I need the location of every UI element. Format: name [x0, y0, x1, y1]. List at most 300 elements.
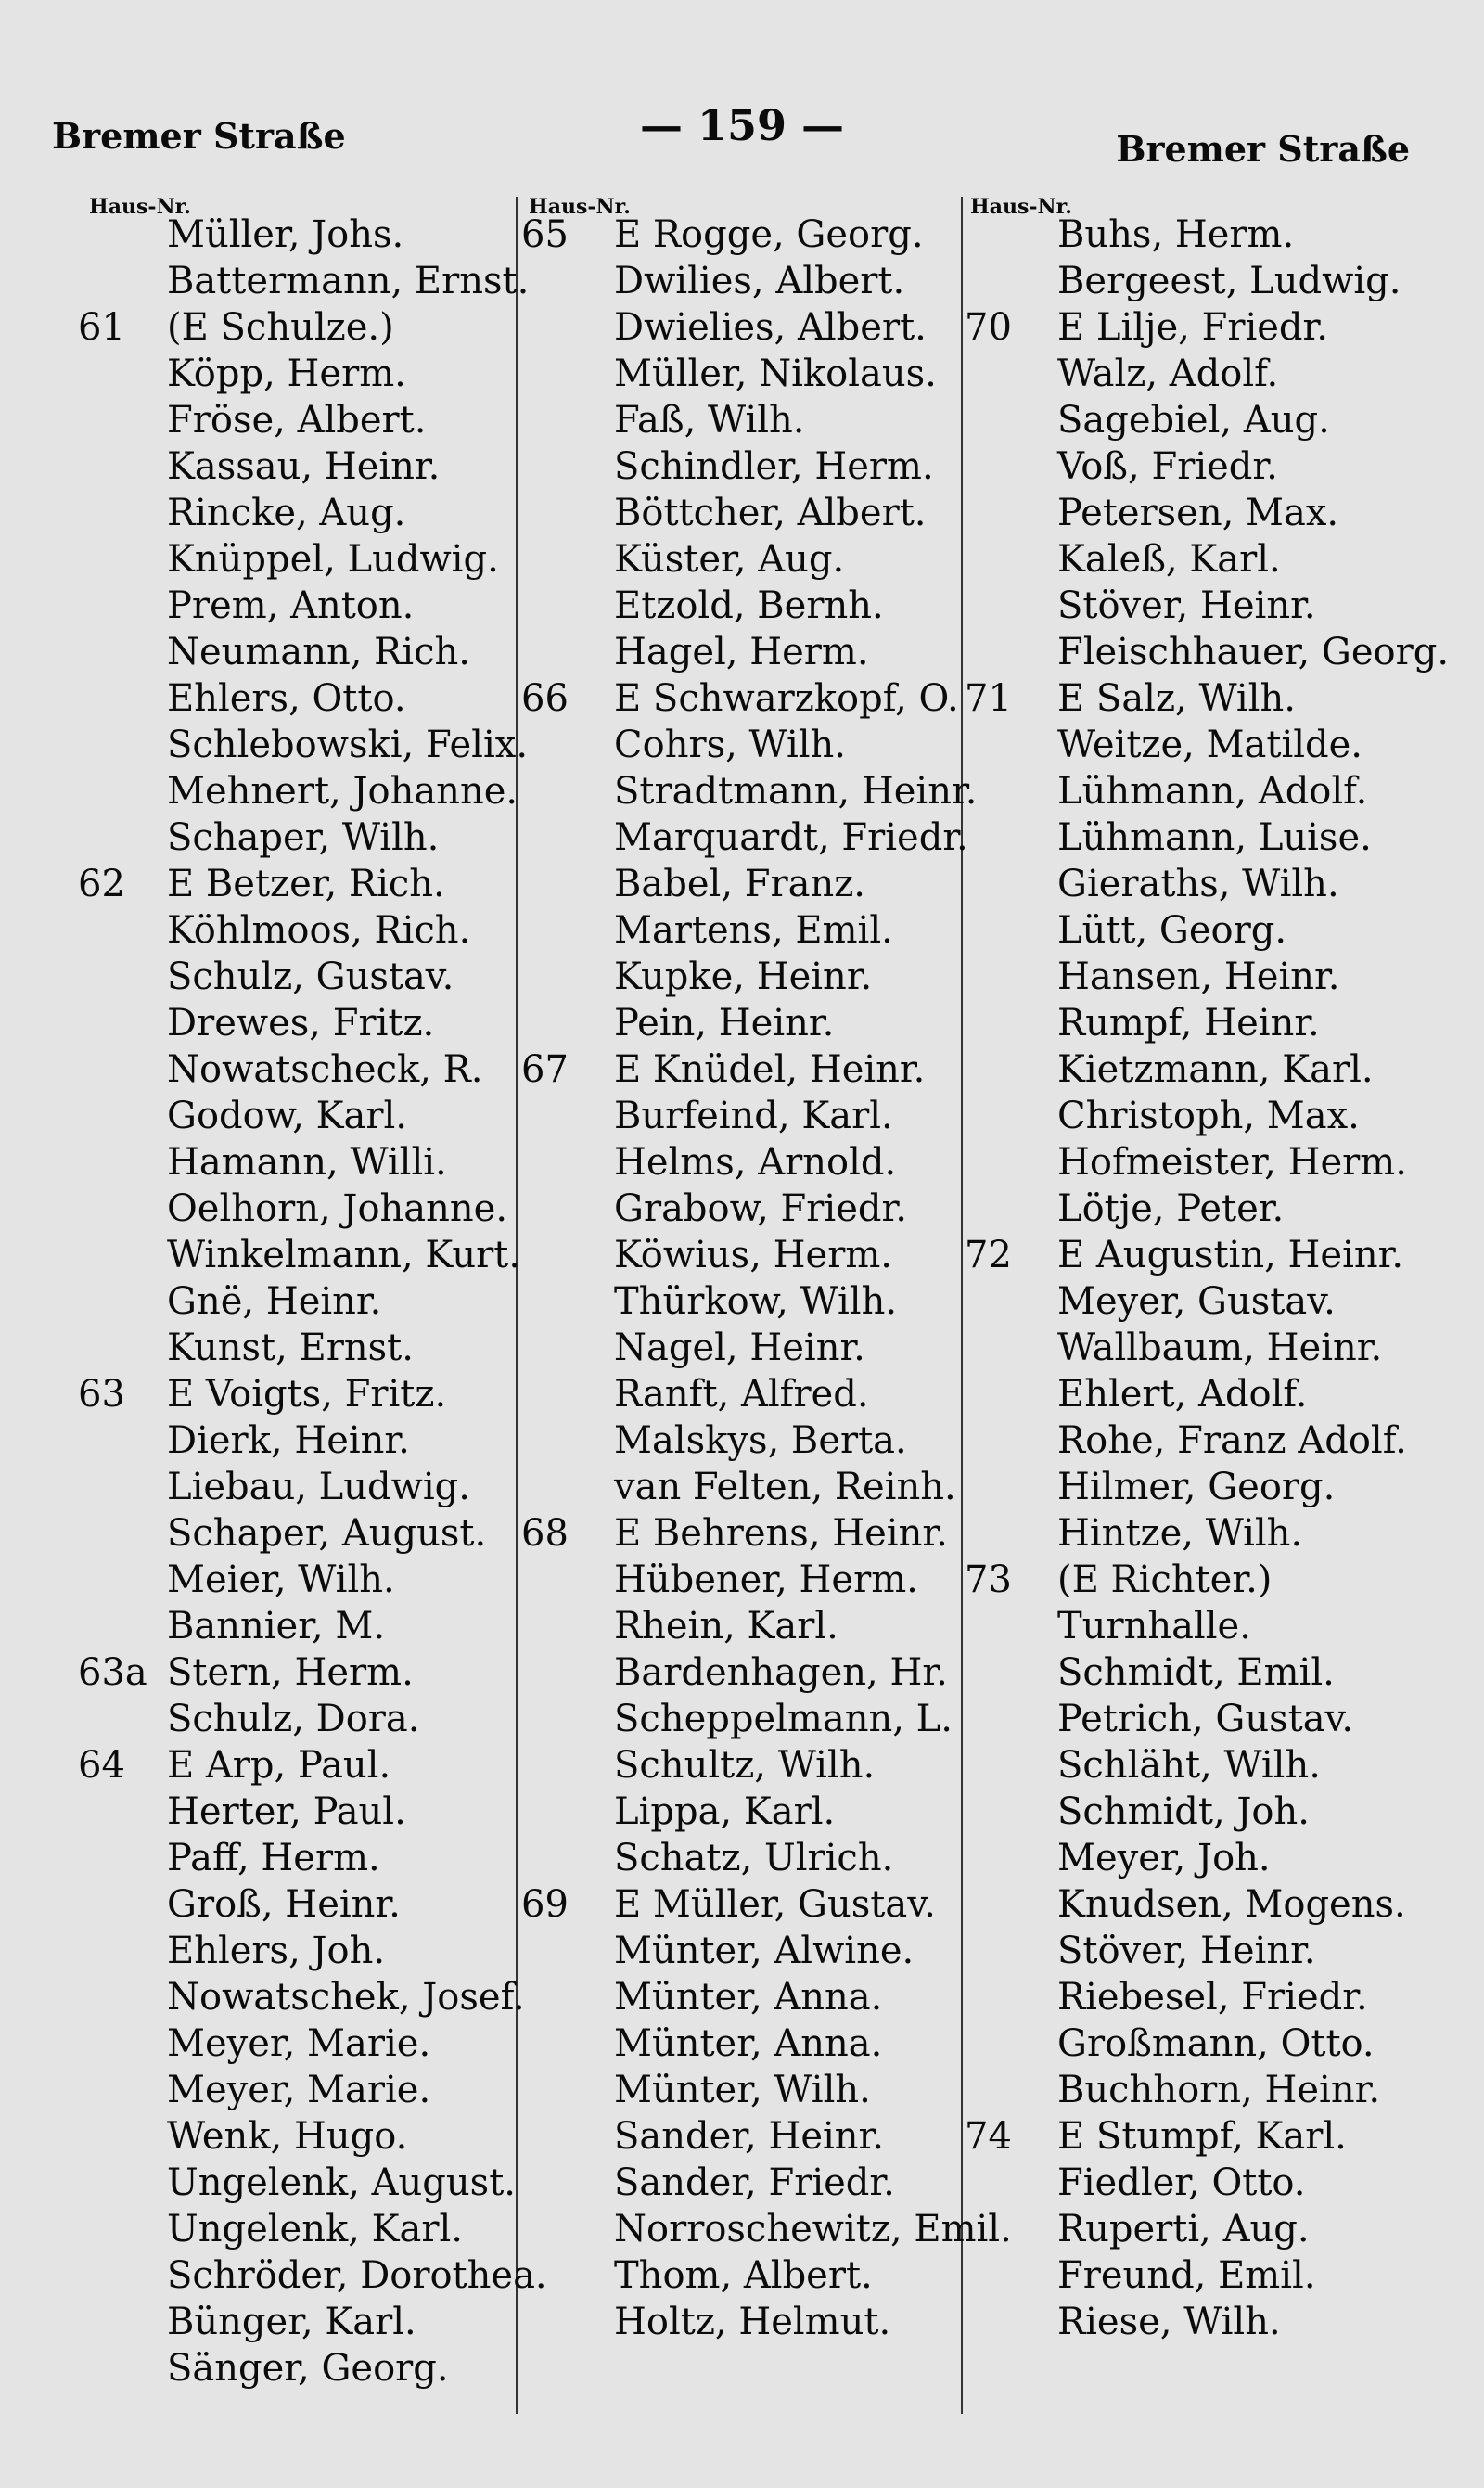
- resident-name: Turnhalle.: [1057, 1605, 1251, 1648]
- directory-entry: [965, 1649, 1447, 1696]
- directory-entry: [521, 1371, 959, 1417]
- directory-entry: [78, 2206, 514, 2252]
- resident-name: E Voigts, Fritz.: [167, 1373, 447, 1416]
- resident-name: E Arp, Paul.: [167, 1744, 391, 1787]
- house-number: 74: [965, 2115, 1012, 2158]
- directory-entry: [521, 2020, 959, 2067]
- directory-entry: [521, 2067, 959, 2113]
- directory-entry: [521, 722, 959, 768]
- resident-name: Dwielies, Albert.: [614, 306, 927, 349]
- resident-name: Schmidt, Emil.: [1057, 1651, 1335, 1694]
- directory-entry: [521, 768, 978, 814]
- resident-name: E Stumpf, Karl.: [1057, 2115, 1347, 2158]
- directory-entry: [521, 2113, 959, 2160]
- resident-name: Thom, Albert.: [614, 2254, 873, 2297]
- directory-entry: [78, 1603, 514, 1649]
- directory-entry: [78, 1139, 514, 1186]
- street-heading-right: Bremer Straße: [1116, 128, 1410, 170]
- resident-name: Faß, Wilh.: [614, 399, 805, 442]
- resident-name: Stöver, Heinr.: [1057, 584, 1316, 627]
- resident-name: Thürkow, Wilh.: [614, 1280, 898, 1323]
- resident-name: (E Schulze.): [167, 306, 394, 349]
- resident-name: Gieraths, Wilh.: [1057, 863, 1339, 905]
- directory-entry: [521, 2252, 959, 2299]
- directory-entry: [965, 1557, 1447, 1603]
- column-label-3: Haus-Nr.: [970, 195, 1072, 219]
- directory-entry: [78, 768, 518, 814]
- directory-entry: [965, 814, 1447, 861]
- directory-entry: [965, 629, 1450, 675]
- resident-name: Battermann, Ernst.: [167, 260, 530, 302]
- resident-name: Meyer, Marie.: [167, 2069, 431, 2111]
- directory-entry: [521, 258, 959, 304]
- resident-name: Godow, Karl.: [167, 1095, 408, 1137]
- resident-name: Münter, Alwine.: [614, 1930, 915, 1972]
- house-number: 64: [78, 1744, 125, 1787]
- directory-entry: [965, 2067, 1447, 2113]
- resident-name: Rumpf, Heinr.: [1057, 1002, 1320, 1045]
- directory-entry: [78, 1696, 514, 1742]
- directory-entry: [78, 583, 514, 629]
- directory-entry: [78, 1742, 514, 1789]
- resident-name: Nagel, Heinr.: [614, 1327, 865, 1369]
- resident-name: Meyer, Gustav.: [1057, 1280, 1336, 1323]
- resident-name: E Müller, Gustav.: [614, 1883, 936, 1926]
- directory-entry: [521, 629, 959, 675]
- directory-entry: [521, 814, 968, 861]
- resident-name: Rhein, Karl.: [614, 1605, 838, 1648]
- directory-entry: [965, 2206, 1447, 2252]
- resident-name: Ehlert, Adolf.: [1057, 1373, 1308, 1416]
- directory-entry: [78, 1325, 514, 1371]
- resident-name: Burfeind, Karl.: [614, 1095, 893, 1137]
- house-number: 73: [965, 1558, 1012, 1601]
- resident-name: Drewes, Fritz.: [167, 1002, 435, 1045]
- resident-name: Herter, Paul.: [167, 1790, 406, 1833]
- resident-name: Hagel, Herm.: [614, 631, 869, 673]
- resident-name: Ruperti, Aug.: [1057, 2208, 1310, 2251]
- house-number: 66: [521, 677, 569, 720]
- resident-name: Malskys, Berta.: [614, 1419, 907, 1462]
- resident-name: Liebau, Ludwig.: [167, 1466, 470, 1508]
- resident-name: Nowatschek, Josef.: [167, 1976, 525, 2019]
- resident-name: Kietzmann, Karl.: [1057, 1048, 1374, 1091]
- resident-name: Schröder, Dorothea.: [167, 2254, 547, 2297]
- resident-name: Norroschewitz, Emil.: [614, 2208, 1012, 2251]
- resident-name: Groß, Heinr.: [167, 1883, 401, 1926]
- directory-entry: [521, 1789, 959, 1835]
- directory-entry: [78, 2020, 514, 2067]
- resident-name: Wallbaum, Heinr.: [1057, 1327, 1383, 1369]
- house-number: 69: [521, 1883, 569, 1926]
- directory-entry: [965, 1974, 1447, 2020]
- directory-entry: [78, 1557, 514, 1603]
- directory-entry: [78, 2160, 514, 2206]
- page-header: [0, 93, 1484, 170]
- directory-entry: [965, 954, 1447, 1000]
- street-heading-left: Bremer Straße: [52, 115, 346, 157]
- resident-name: Bannier, M.: [167, 1605, 386, 1648]
- resident-name: Köpp, Herm.: [167, 353, 406, 395]
- resident-name: Babel, Franz.: [614, 863, 866, 905]
- resident-name: Knüppel, Ludwig.: [167, 538, 499, 581]
- directory-entry: [965, 2299, 1447, 2345]
- directory-entry: [965, 675, 1447, 722]
- resident-name: E Augustin, Heinr.: [1057, 1234, 1404, 1276]
- directory-entry: [78, 490, 514, 536]
- directory-entry: [521, 1742, 959, 1789]
- directory-entry: [965, 2020, 1447, 2067]
- directory-entry: [521, 1186, 959, 1232]
- resident-name: Petersen, Max.: [1057, 492, 1339, 534]
- column-3: [965, 212, 1450, 2345]
- resident-name: Hübener, Herm.: [614, 1558, 918, 1601]
- directory-entry: [78, 304, 514, 351]
- resident-name: Walz, Adolf.: [1057, 353, 1279, 395]
- directory-entry: [78, 2345, 514, 2392]
- resident-name: Helms, Arnold.: [614, 1141, 897, 1184]
- resident-name: Schläht, Wilh.: [1057, 1744, 1321, 1787]
- directory-entry: [78, 1278, 514, 1325]
- directory-entry: [78, 1371, 514, 1417]
- house-number: 61: [78, 306, 125, 349]
- directory-entry: [965, 397, 1447, 443]
- directory-entry: [78, 1510, 514, 1557]
- resident-name: Lühmann, Adolf.: [1057, 770, 1368, 813]
- resident-name: Sander, Friedr.: [614, 2161, 895, 2204]
- resident-name: E Salz, Wilh.: [1057, 677, 1296, 720]
- resident-name: Sänger, Georg.: [167, 2347, 449, 2390]
- resident-name: Hintze, Wilh.: [1057, 1512, 1303, 1555]
- directory-entry: [521, 536, 959, 583]
- directory-entry: [965, 1835, 1447, 1881]
- resident-name: Oelhorn, Johanne.: [167, 1187, 508, 1230]
- resident-name: Hilmer, Georg.: [1057, 1466, 1336, 1508]
- resident-name: Bardenhagen, Hr.: [614, 1651, 948, 1694]
- resident-name: Schaper, Wilh.: [167, 816, 440, 859]
- directory-entry: [521, 675, 959, 722]
- directory-entry: [521, 1881, 959, 1928]
- directory-entry: [521, 1557, 959, 1603]
- resident-name: Meyer, Joh.: [1057, 1837, 1271, 1879]
- directory-entry: [78, 1464, 514, 1510]
- resident-name: Stradtmann, Heinr.: [614, 770, 978, 813]
- directory-entry: [965, 907, 1447, 954]
- resident-name: Mehnert, Johanne.: [167, 770, 518, 813]
- directory-entry: [78, 1835, 514, 1881]
- directory-entry: [521, 907, 959, 954]
- resident-name: Winkelmann, Kurt.: [167, 1234, 521, 1276]
- resident-name: Stöver, Heinr.: [1057, 1930, 1316, 1972]
- resident-name: Hamann, Willi.: [167, 1141, 447, 1184]
- resident-name: Schatz, Ulrich.: [614, 1837, 894, 1879]
- resident-name: Petrich, Gustav.: [1057, 1698, 1354, 1740]
- resident-name: Schultz, Wilh.: [614, 1744, 876, 1787]
- directory-entry: [78, 258, 530, 304]
- directory-entry: [521, 1093, 959, 1139]
- directory-entry: [965, 861, 1447, 907]
- resident-name: Kassau, Heinr.: [167, 445, 441, 488]
- directory-entry: [521, 351, 959, 397]
- resident-name: E Betzer, Rich.: [167, 863, 445, 905]
- resident-name: Weitze, Matilde.: [1057, 724, 1363, 766]
- directory-entry: [965, 351, 1447, 397]
- directory-entry: [78, 2113, 514, 2160]
- resident-name: Bergeest, Ludwig.: [1057, 260, 1401, 302]
- resident-name: Schmidt, Joh.: [1057, 1790, 1310, 1833]
- resident-name: Buhs, Herm.: [1057, 213, 1295, 256]
- directory-entry: [78, 722, 529, 768]
- directory-entry: [521, 954, 959, 1000]
- directory-entry: [521, 212, 959, 258]
- resident-name: Fleischhauer, Georg.: [1057, 631, 1450, 673]
- directory-entry: [78, 861, 514, 907]
- directory-entry: [78, 212, 514, 258]
- directory-entry: [965, 1371, 1447, 1417]
- directory-entry: [78, 954, 514, 1000]
- resident-name: Rincke, Aug.: [167, 492, 406, 534]
- resident-name: Buchhorn, Heinr.: [1057, 2069, 1381, 2111]
- directory-entry: [965, 1093, 1447, 1139]
- resident-name: Schulz, Gustav.: [167, 955, 454, 998]
- directory-entry: [965, 2113, 1447, 2160]
- resident-name: van Felten, Reinh.: [614, 1466, 956, 1508]
- resident-name: Christoph, Max.: [1057, 1095, 1360, 1137]
- directory-entry: [965, 212, 1447, 258]
- resident-name: Holtz, Helmut.: [614, 2301, 891, 2343]
- directory-entry: [965, 490, 1447, 536]
- house-number: 67: [521, 1048, 569, 1091]
- directory-entry: [965, 1325, 1447, 1371]
- resident-name: Sagebiel, Aug.: [1057, 399, 1330, 442]
- house-number: 68: [521, 1512, 569, 1555]
- column-divider-1: [516, 197, 518, 2414]
- resident-name: Köhlmoos, Rich.: [167, 909, 471, 952]
- house-number: 71: [965, 677, 1012, 720]
- house-number: 63: [78, 1373, 125, 1416]
- resident-name: Lütt, Georg.: [1057, 909, 1287, 952]
- directory-entry: [521, 490, 959, 536]
- resident-name: Ehlers, Joh.: [167, 1930, 386, 1972]
- resident-name: Lühmann, Luise.: [1057, 816, 1372, 859]
- directory-entry: [78, 1232, 521, 1278]
- resident-name: Meier, Wilh.: [167, 1558, 395, 1601]
- directory-entry: [965, 2252, 1447, 2299]
- directory-entry: [965, 1510, 1447, 1557]
- directory-entry: [521, 1603, 959, 1649]
- directory-entry: [965, 1417, 1447, 1464]
- resident-name: Münter, Wilh.: [614, 2069, 871, 2111]
- resident-name: Kaleß, Karl.: [1057, 538, 1281, 581]
- resident-name: Gnë, Heinr.: [167, 1280, 382, 1323]
- directory-entry: [521, 1417, 959, 1464]
- house-number: 62: [78, 863, 125, 905]
- resident-name: Münter, Anna.: [614, 1976, 883, 2019]
- directory-entry: [521, 2299, 959, 2345]
- directory-entry: [78, 1000, 514, 1046]
- directory-entry: [521, 1928, 959, 1974]
- directory-entry: [965, 1603, 1447, 1649]
- directory-entry: [78, 1186, 514, 1232]
- directory-entry: [521, 304, 959, 351]
- resident-name: E Lilje, Friedr.: [1057, 306, 1328, 349]
- directory-entry: [78, 2067, 514, 2113]
- directory-entry: [78, 1789, 514, 1835]
- directory-entry: [965, 2160, 1447, 2206]
- directory-entry: [965, 1000, 1447, 1046]
- column-label-1: Haus-Nr.: [89, 195, 191, 219]
- resident-name: Etzold, Bernh.: [614, 584, 884, 627]
- resident-name: Ungelenk, Karl.: [167, 2208, 464, 2251]
- directory-entry: [965, 1464, 1447, 1510]
- directory-entry: [521, 1649, 959, 1696]
- directory-entry: [521, 1696, 959, 1742]
- resident-name: Sander, Heinr.: [614, 2115, 884, 2158]
- directory-entry: [965, 583, 1447, 629]
- directory-entry: [78, 907, 514, 954]
- directory-entry: [965, 1742, 1447, 1789]
- resident-name: Böttcher, Albert.: [614, 492, 927, 534]
- directory-entry: [521, 583, 959, 629]
- resident-name: Wenk, Hugo.: [167, 2115, 408, 2158]
- resident-name: Kupke, Heinr.: [614, 955, 873, 998]
- resident-name: Knudsen, Mogens.: [1057, 1883, 1406, 1926]
- resident-name: Paff, Herm.: [167, 1837, 380, 1879]
- house-number: 65: [521, 213, 569, 256]
- directory-entry: [521, 1464, 959, 1510]
- directory-entry: [521, 1046, 959, 1093]
- resident-name: Stern, Herm.: [167, 1651, 414, 1694]
- directory-entry: [521, 1835, 959, 1881]
- house-number: 70: [965, 306, 1012, 349]
- directory-entry: [78, 351, 514, 397]
- directory-entry: [965, 1278, 1447, 1325]
- resident-name: (E Richter.): [1057, 1558, 1273, 1601]
- resident-name: Hofmeister, Herm.: [1057, 1141, 1407, 1184]
- directory-entry: [78, 814, 514, 861]
- directory-entry: [965, 443, 1447, 490]
- directory-entry: [965, 1139, 1447, 1186]
- resident-name: Küster, Aug.: [614, 538, 845, 581]
- directory-entry: [78, 397, 514, 443]
- resident-name: Schaper, August.: [167, 1512, 487, 1555]
- resident-name: Dwilies, Albert.: [614, 260, 905, 302]
- resident-name: Großmann, Otto.: [1057, 2022, 1375, 2065]
- resident-name: Meyer, Marie.: [167, 2022, 431, 2065]
- resident-name: Cohrs, Wilh.: [614, 724, 846, 766]
- directory-entry: [521, 1139, 959, 1186]
- column-divider-2: [961, 197, 963, 2414]
- directory-entry: [521, 2206, 1012, 2252]
- resident-name: Müller, Johs.: [167, 213, 404, 256]
- directory-entry: [521, 397, 959, 443]
- directory-entry: [965, 536, 1447, 583]
- directory-entry: [965, 722, 1447, 768]
- directory-entry: [521, 1325, 959, 1371]
- resident-name: Prem, Anton.: [167, 584, 415, 627]
- directory-entry: [521, 2160, 959, 2206]
- directory-entry: [78, 1928, 514, 1974]
- resident-name: Grabow, Friedr.: [614, 1187, 907, 1230]
- resident-name: Ungelenk, August.: [167, 2161, 516, 2204]
- directory-entry: [965, 304, 1447, 351]
- directory-entry: [521, 443, 959, 490]
- resident-name: Fiedler, Otto.: [1057, 2161, 1306, 2204]
- resident-name: E Knüdel, Heinr.: [614, 1048, 926, 1091]
- resident-name: Scheppelmann, L.: [614, 1698, 953, 1740]
- directory-entry: [965, 1881, 1447, 1928]
- resident-name: Fröse, Albert.: [167, 399, 427, 442]
- directory-entry: [521, 1278, 959, 1325]
- directory-entry: [78, 1093, 514, 1139]
- house-number: 72: [965, 1234, 1012, 1276]
- resident-name: Rohe, Franz Adolf.: [1057, 1419, 1407, 1462]
- directory-entry: [521, 1974, 959, 2020]
- directory-entry: [965, 1046, 1447, 1093]
- directory-entry: [78, 2299, 514, 2345]
- directory-entry: [965, 768, 1447, 814]
- directory-entry: [965, 1232, 1447, 1278]
- directory-entry: [78, 675, 514, 722]
- resident-name: Münter, Anna.: [614, 2022, 883, 2065]
- house-number: 63a: [78, 1651, 147, 1694]
- resident-name: Lippa, Karl.: [614, 1790, 836, 1833]
- directory-entry: [521, 1232, 959, 1278]
- resident-name: Schulz, Dora.: [167, 1698, 420, 1740]
- resident-name: Freund, Emil.: [1057, 2254, 1316, 2297]
- directory-entry: [78, 629, 514, 675]
- directory-entry: [521, 861, 959, 907]
- resident-name: Kunst, Ernst.: [167, 1327, 414, 1369]
- directory-entry: [965, 1789, 1447, 1835]
- resident-name: Neumann, Rich.: [167, 631, 470, 673]
- resident-name: Martens, Emil.: [614, 909, 893, 952]
- directory-entry: [521, 1510, 959, 1557]
- resident-name: Schindler, Herm.: [614, 445, 934, 488]
- resident-name: Lötje, Peter.: [1057, 1187, 1285, 1230]
- resident-name: E Rogge, Georg.: [614, 213, 924, 256]
- directory-entry: [965, 1186, 1447, 1232]
- resident-name: Ehlers, Otto.: [167, 677, 406, 720]
- resident-name: Voß, Friedr.: [1057, 445, 1278, 488]
- directory-entry: [78, 1881, 514, 1928]
- resident-name: Riebesel, Friedr.: [1057, 1976, 1368, 2019]
- resident-name: Schlebowski, Felix.: [167, 724, 529, 766]
- resident-name: Müller, Nikolaus.: [614, 353, 937, 395]
- resident-name: E Schwarzkopf, O.: [614, 677, 959, 720]
- directory-entry: [78, 443, 514, 490]
- directory-entry: [78, 2252, 547, 2299]
- directory-entry: [965, 1928, 1447, 1974]
- resident-name: Pein, Heinr.: [614, 1002, 835, 1045]
- resident-name: Ranft, Alfred.: [614, 1373, 869, 1416]
- resident-name: Köwius, Herm.: [614, 1234, 892, 1276]
- resident-name: Riese, Wilh.: [1057, 2301, 1281, 2343]
- column-label-2: Haus-Nr.: [529, 195, 631, 219]
- directory-entry: [78, 1417, 514, 1464]
- directory-entry: [965, 1696, 1447, 1742]
- resident-name: Hansen, Heinr.: [1057, 955, 1340, 998]
- resident-name: Dierk, Heinr.: [167, 1419, 410, 1462]
- resident-name: E Behrens, Heinr.: [614, 1512, 948, 1555]
- directory-entry: [78, 1649, 514, 1696]
- directory-entry: [521, 1000, 959, 1046]
- directory-entry: [78, 1046, 514, 1093]
- directory-entry: [965, 258, 1447, 304]
- directory-entry: [78, 536, 514, 583]
- resident-name: Marquardt, Friedr.: [614, 816, 968, 859]
- page-number: — 159 —: [639, 100, 845, 150]
